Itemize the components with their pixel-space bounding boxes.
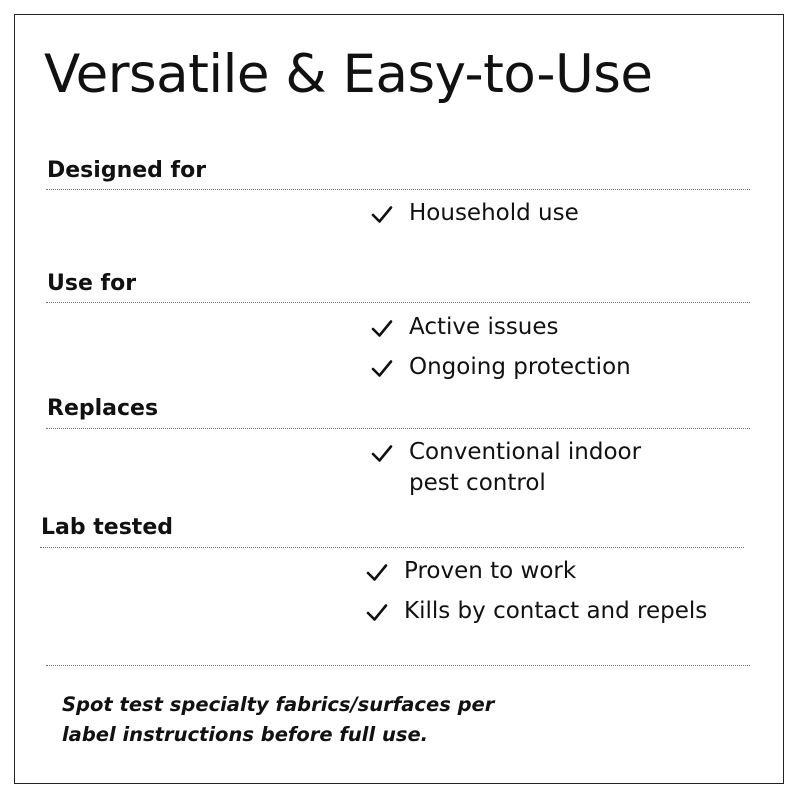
checkmark-icon <box>365 561 389 585</box>
checkmark-icon <box>370 442 394 466</box>
note-line: Spot test specialty fabrics/surfaces per <box>62 693 495 716</box>
section-heading-lab-tested: Lab tested <box>41 515 173 540</box>
list-item-active-issues: Active issues <box>409 314 559 340</box>
section-divider <box>40 547 744 548</box>
list-item-ongoing-protection: Ongoing protection <box>409 354 631 380</box>
section-heading-replaces: Replaces <box>47 396 159 421</box>
checkmark-icon <box>370 203 394 227</box>
section-heading-designed-for: Designed for <box>47 158 207 183</box>
checkmark-icon <box>370 317 394 341</box>
list-item-line: Conventional indoor <box>409 439 642 465</box>
checkmark-icon <box>370 357 394 381</box>
list-item-proven-to-work: Proven to work <box>404 558 577 584</box>
page-title: Versatile & Easy-to-Use <box>44 44 653 105</box>
note-line: label instructions before full use. <box>62 723 429 746</box>
list-item-conventional-pest-control <box>409 437 641 499</box>
list-item-line: pest control <box>409 470 546 496</box>
list-item-household-use: Household use <box>409 200 579 226</box>
checkmark-icon <box>365 601 389 625</box>
list-item-kills-by-contact: Kills by contact and repels <box>404 598 708 624</box>
bottom-divider <box>46 665 750 666</box>
section-divider <box>46 428 750 429</box>
section-heading-use-for: Use for <box>47 271 137 296</box>
section-divider <box>46 302 750 303</box>
section-divider <box>46 189 750 190</box>
spot-test-note <box>62 690 494 750</box>
